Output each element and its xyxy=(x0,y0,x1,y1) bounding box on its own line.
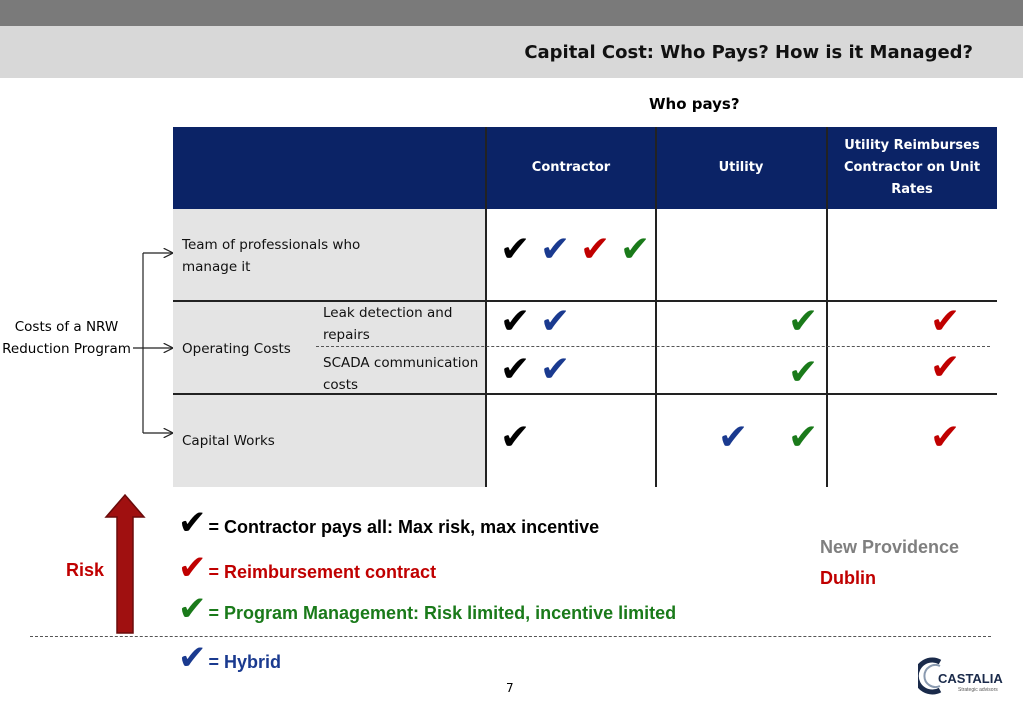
check-blue-icon: ✔ xyxy=(178,638,207,678)
grid-dash-operating xyxy=(316,346,990,347)
city-dublin: Dublin xyxy=(820,568,876,588)
legend-reimbursement xyxy=(178,548,437,588)
check-red-icon: ✔ xyxy=(930,347,961,388)
costs-label: Costs of a NRW Reduction Program xyxy=(2,319,131,357)
check-black-icon: ✔ xyxy=(500,229,531,270)
legend-reimbursement-text: = Reimbursement contract xyxy=(208,562,437,582)
page-number: 7 xyxy=(506,681,514,695)
check-black-icon: ✔ xyxy=(178,503,207,543)
legend-divider xyxy=(30,636,991,637)
check-green-icon: ✔ xyxy=(788,352,819,393)
header-contractor: Contractor xyxy=(531,160,611,175)
grid-hline-1 xyxy=(173,300,997,302)
grid-hline-2 xyxy=(173,393,997,395)
check-red-icon: ✔ xyxy=(930,301,961,342)
check-green-icon: ✔ xyxy=(620,229,651,270)
top-bar xyxy=(0,0,1023,26)
check-blue-icon: ✔ xyxy=(540,229,571,270)
check-blue-icon: ✔ xyxy=(540,301,571,342)
legend-contractor xyxy=(178,503,600,543)
check-green-icon: ✔ xyxy=(788,301,819,342)
check-red-icon: ✔ xyxy=(178,548,207,588)
check-blue-icon: ✔ xyxy=(540,349,571,390)
legend-hybrid xyxy=(178,638,282,678)
row-label-leak: Leak detection and repairs xyxy=(323,305,453,343)
check-red-icon: ✔ xyxy=(580,229,611,270)
city-new-providence: New Providence xyxy=(820,537,960,557)
row-label-operating: Operating Costs xyxy=(182,341,291,357)
risk-label: Risk xyxy=(66,560,105,580)
grid-vline-1 xyxy=(485,127,487,487)
check-black-icon: ✔ xyxy=(500,417,531,458)
legend-program xyxy=(178,589,677,629)
header-utility-reimburses: Utility Reimburses Contractor on Unit Rates xyxy=(843,138,981,197)
check-black-icon: ✔ xyxy=(500,301,531,342)
check-blue-icon: ✔ xyxy=(718,417,749,458)
castalia-logo xyxy=(918,656,1018,696)
check-green-icon: ✔ xyxy=(178,589,207,629)
check-green-icon: ✔ xyxy=(788,417,819,458)
row-label-scada: SCADA communication costs xyxy=(323,355,479,393)
slide-title: Capital Cost: Who Pays? How is it Managed? xyxy=(524,42,973,63)
legend-contractor-text: = Contractor pays all: Max risk, max incentive xyxy=(208,517,600,537)
grid-vline-2 xyxy=(655,127,657,487)
check-black-icon: ✔ xyxy=(500,349,531,390)
grid-vline-3 xyxy=(826,127,828,487)
check-red-icon: ✔ xyxy=(930,417,961,458)
row-label-capital: Capital Works xyxy=(182,433,275,449)
who-pays-caption: Who pays? xyxy=(649,95,740,113)
header-utility: Utility xyxy=(718,160,764,175)
legend-hybrid-text: = Hybrid xyxy=(208,652,282,672)
row-label-team: Team of professionals who manage it xyxy=(182,237,361,275)
risk-arrow-icon xyxy=(104,493,146,635)
logo-name: CASTALIA xyxy=(938,671,1003,686)
logo-tagline: Strategic advisors xyxy=(958,687,998,693)
legend-program-text: = Program Management: Risk limited, incentive limited xyxy=(208,603,677,623)
